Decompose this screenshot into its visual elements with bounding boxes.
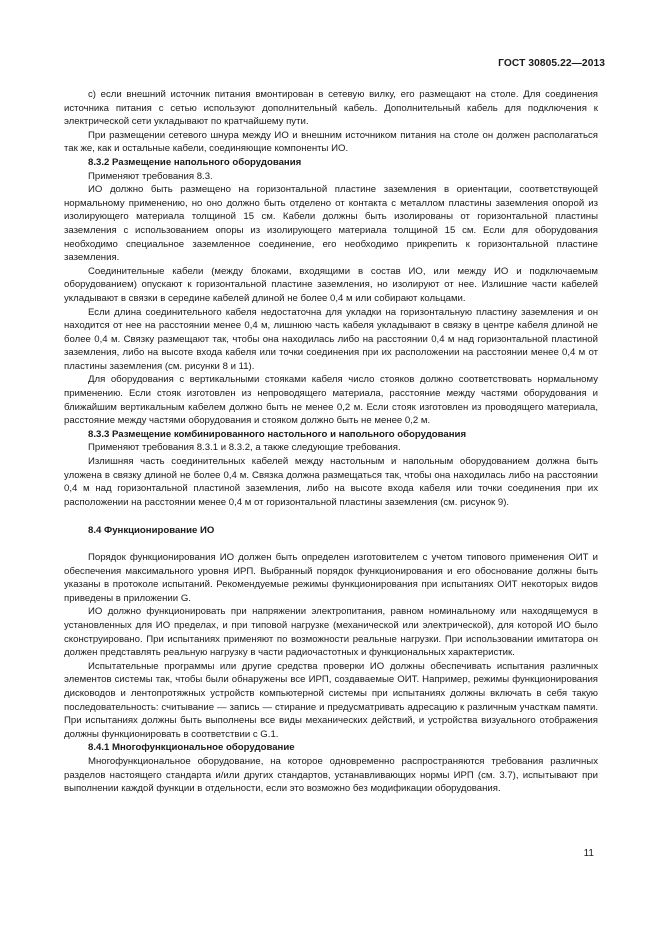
paragraph: Испытательные программы или другие средства проверки ИО должны обеспечивать испытания различных элементов системы так, чтобы были обнаружены все ИРП, создаваемые ОИТ. Например, режимы функционирования дисководов и лентопротяжных устройств компьютерной системы при испытаниях должны включать в себя такую последовательность: считывание — запись — стирание и предусматривать адресацию к различным участкам памяти. При испытаниях должны быть выполнены все виды механических действий, и устройства визуального отображения должны функционировать в соответствии с G.1. (64, 660, 598, 740)
paragraph: Если длина соединительного кабеля недостаточна для укладки на горизонтальную пластину заземления и он находится от нее на расстоянии менее 0,4 м, лишнюю часть кабеля укладывают в связку в центре кабеля длиной не более 0,4 м. Связку размещают так, чтобы она находилась либо на расстоянии 0,4 м над горизонтальной пластиной заземления, либо на высоте входа кабеля или точки соединения при их расположении на расстоянии менее 0,4 м от пластины заземления (см. рисунки 8 и 11). (64, 306, 598, 372)
paragraph: Применяют требования 8.3. (88, 170, 213, 182)
paragraph: Порядок функционирования ИО должен быть определен изготовителем с учетом типового применения ОИТ и обеспечения максимального уровня ИРП. Выбранный порядок функционирования и его обоснование должны быть указаны в протоколе испытаний. Рекомендуемые режимы функционирования при испытаниях ОИТ некоторых видов приведены в приложении G. (64, 552, 598, 604)
section-heading: 8.4.1 Многофункциональное оборудование (88, 742, 295, 754)
paragraph: Применяют требования 8.3.1 и 8.3.2, а также следующие требования. (88, 442, 401, 454)
section-heading: 8.3.3 Размещение комбинированного настольного и напольного оборудования (88, 428, 467, 440)
document-body (64, 88, 598, 796)
paragraph: ИО должно быть размещено на горизонтальной пластине заземления в ориентации, соответствующей нормальному применению, но оно должно быть отделено от контакта с металлом пластины заземления опорой из изолирующего материала толщиной 15 см. Кабели должны быть изолированы от горизонтальной пластины заземления с использованием опоры из изолирующего материала толщиной 15 см. Если для оборудования необходимо специальное заземленное соединение, его необходимо прикрепить к горизонтальной пластине заземления. (64, 184, 598, 264)
standard-header: ГОСТ 30805.22—2013 (498, 58, 605, 69)
page-number: 11 (583, 848, 594, 859)
paragraph: При размещении сетевого шнура между ИО и внешним источником питания на столе он должен располагаться так же, как и остальные кабели, соединяющие компоненты ИО. (64, 129, 598, 155)
section-heading: 8.3.2 Размещение напольного оборудования (88, 156, 302, 168)
paragraph: Многофункциональное оборудование, на которое одновременно распространяются требования различных разделов настоящего стандарта и/или других стандартов, устанавливающих нормы ИРП (см. 3.7), испытывают при выполнении каждой функции в отдельности, если это возможно без модификации оборудования. (64, 755, 598, 795)
section-heading: 8.4 Функционирование ИО (88, 525, 215, 537)
paragraph: с) если внешний источник питания вмонтирован в сетевую вилку, его размещают на столе. Для соединения источника питания с сетью используют дополнительный кабель. Дополнительный кабель для подключения к электрической сети укладывают по кратчайшему пути. (64, 89, 598, 128)
paragraph: Соединительные кабели (между блоками, входящими в состав ИО, или между ИО и подключаемым оборудованием) опускают к горизонтальной пластине заземления, но изолируют от нее. Излишние части кабелей укладывают в связки в середине кабелей длиной не более 0,4 м или собирают кольцами. (64, 265, 598, 304)
paragraph: Для оборудования с вертикальными стояками кабеля число стояков должно соответствовать нормальному применению. Если стояк изготовлен из непроводящего материала, расстояние между частями оборудования и ближайшим вертикальным кабелем должно быть не менее 0,2 м. Если стояк изготовлен из проводящего материала, расстояние между частями оборудования и стояком должно быть не менее 0,2 м. (64, 374, 598, 427)
paragraph: Излишняя часть соединительных кабелей между настольным и напольным оборудованием должна быть уложена в связку длиной не более 0,4 м. Связка должна размещаться так, чтобы она находилась либо на расстоянии 0,4 м над горизонтальной пластиной заземления, либо на высоте входа кабеля или точки соединения при их расположении на расстоянии менее 0,4 м от горизонтальной пластины заземления (см. рисунок 9). (64, 456, 598, 508)
paragraph: ИО должно функционировать при напряжении электропитания, равном номинальному или находящемуся в установленных для ИО пределах, и при типовой нагрузке (механической или электрической), для которой ИО было сконструировано. При испытаниях применяют по возможности реальные нагрузки. При использовании имитатора он должен представлять реальную нагрузку в части радиочастотных и функциональных характеристик. (64, 606, 598, 659)
